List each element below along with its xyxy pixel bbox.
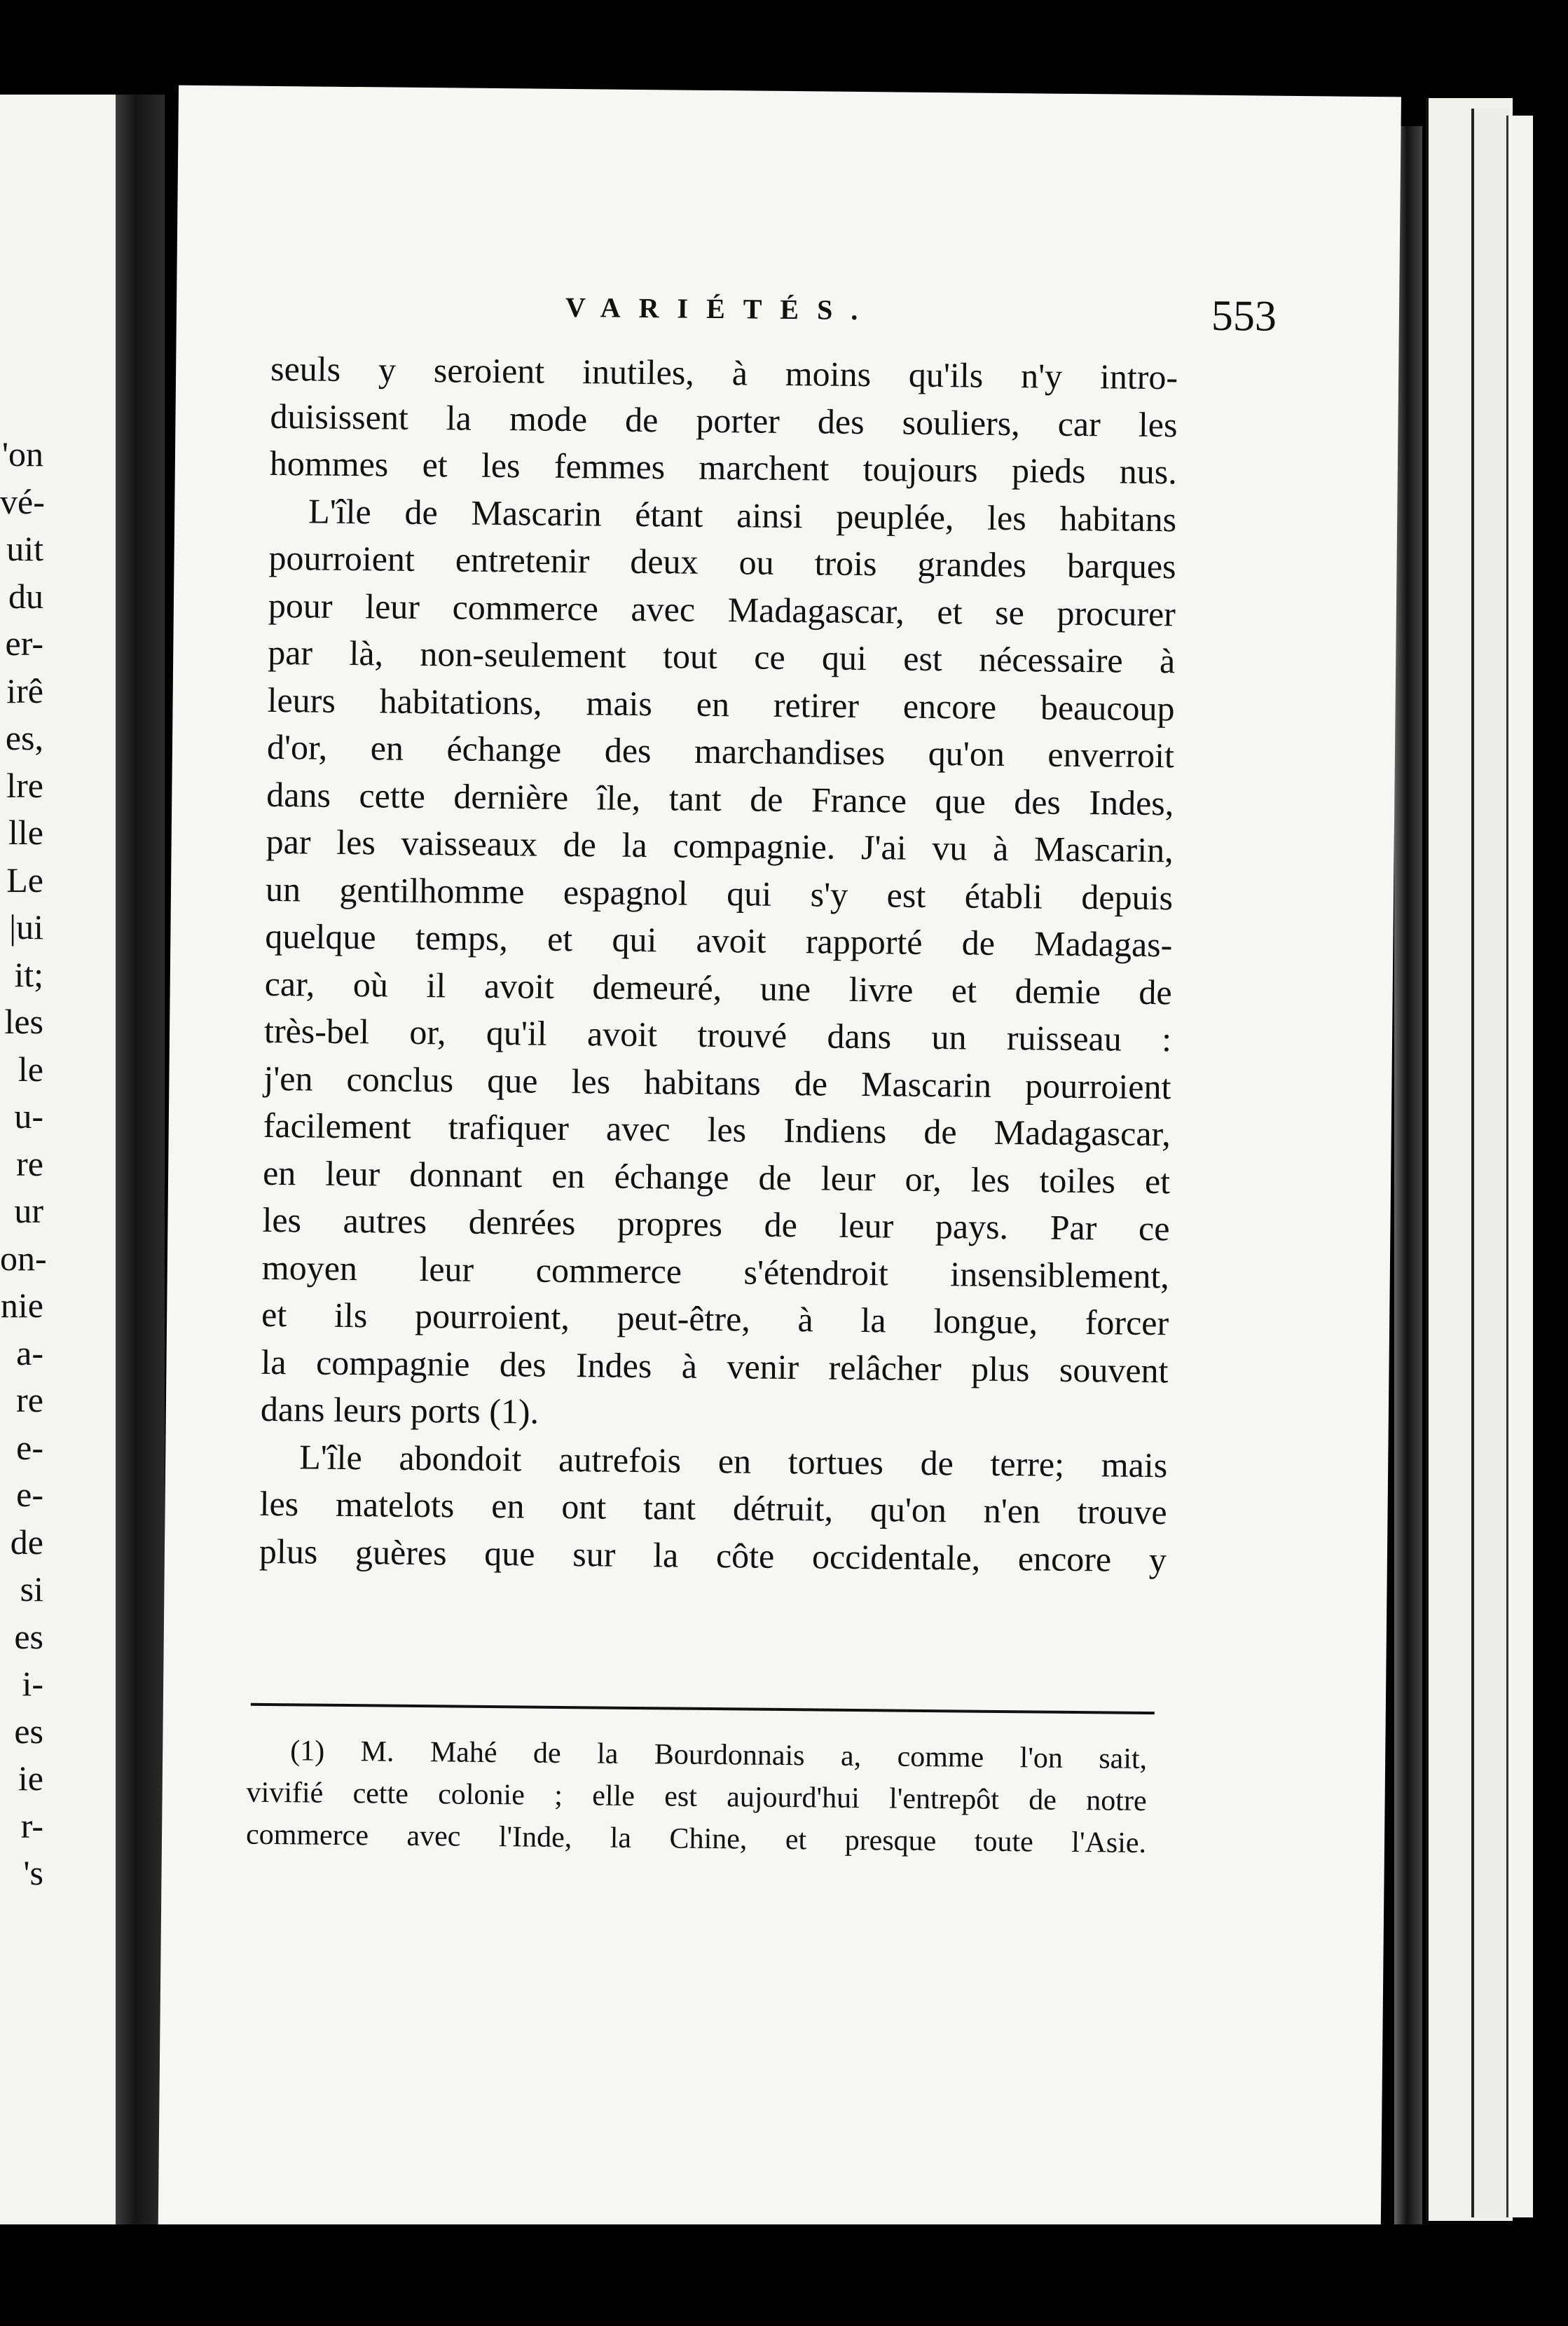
left-fragment: 's — [23, 1853, 43, 1892]
left-fragment: u- — [14, 1096, 43, 1136]
text-line: leurs habitations, mais en retirer encore beaucoup — [267, 680, 1175, 728]
left-fragment: it; — [14, 954, 43, 994]
page-number: 553 — [1211, 291, 1277, 340]
text-line: dans leurs ports (1). — [260, 1389, 539, 1431]
page-header — [177, 282, 1400, 350]
text-line: plus guères que sur la côte occidentale, encore y — [259, 1531, 1167, 1579]
text-line: un gentilhomme espagnol qui s'y est établi depuis — [265, 869, 1174, 917]
text-line: quelque temps, et qui avoit rapporté de Madagas- — [265, 916, 1173, 965]
text-line: L'île de Mascarin étant ainsi peuplée, les habitans — [308, 490, 1177, 539]
left-fragment: lre — [6, 765, 43, 805]
left-fragment: re — [16, 1143, 43, 1183]
left-fragment: a- — [16, 1333, 43, 1372]
body-text — [259, 345, 1178, 1583]
text-line: moyen leur commerce s'étendroit insensiblement, — [261, 1247, 1170, 1295]
left-fragment: de — [10, 1522, 43, 1562]
text-line: car, où il avoit demeuré, une livre et demie de — [264, 963, 1172, 1012]
left-fragment: nie — [0, 1286, 43, 1325]
book-page — [158, 85, 1401, 2262]
left-fragment: er- — [5, 624, 43, 663]
left-fragment: e- — [16, 1475, 43, 1514]
left-fragment: du — [8, 576, 43, 616]
page-stack-edge — [1471, 109, 1509, 2217]
page-edge-shadow — [1394, 126, 1422, 2228]
left-fragment: ie — [18, 1759, 43, 1798]
page-stack-edge — [1506, 116, 1533, 2217]
left-fragment: uit — [6, 529, 43, 568]
text-line: duisissent la mode de porter des souliers, car les — [270, 396, 1178, 444]
footnote-line: (1) M. Mahé de la Bourdonnais a, comme l'on sait, — [290, 1735, 1148, 1776]
left-fragment: es — [14, 1711, 43, 1751]
left-fragment: Le — [6, 860, 43, 900]
left-fragment: si — [20, 1569, 43, 1609]
left-fragment: on- — [0, 1238, 47, 1278]
text-line: en leur donnant en échange de leur or, les toiles et — [262, 1152, 1171, 1201]
left-fragment: re — [16, 1380, 43, 1419]
left-fragment: i- — [22, 1664, 43, 1703]
text-line: par là, non-seulement tout ce qui est nécessaire à — [268, 632, 1176, 681]
text-line: L'île abondoit autrefois en tortues de terre; mais — [298, 1436, 1168, 1485]
left-fragment: r- — [20, 1805, 43, 1845]
text-line: la compagnie des Indes à venir relâcher plus souvent — [261, 1342, 1169, 1390]
text-line: très-bel or, qu'il avoit trouvé dans un ruisseau : — [263, 1010, 1172, 1059]
footnote-line: commerce avec l'Inde, la Chine, et presque toute l'Asie. — [245, 1818, 1147, 1859]
scan-background — [0, 2224, 1568, 2326]
footnote-line: vivifié cette colonie ; elle est aujourd'hui l'entrepôt de notre — [246, 1776, 1147, 1817]
text-line: pour leur commerce avec Madagascar, et se procurer — [268, 585, 1176, 633]
left-fragment: es — [14, 1616, 43, 1656]
footnote-rule — [251, 1703, 1155, 1714]
text-line: seuls y seroient inutiles, à moins qu'ils n'y intro- — [270, 348, 1178, 397]
left-fragment: irê — [6, 670, 43, 710]
left-page-text-fragments — [0, 431, 119, 1897]
text-line: par les vaisseaux de la compagnie. J'ai vu à Mascarin, — [266, 821, 1174, 870]
text-line: j'en conclus que les habitans de Mascarin pourroient — [263, 1058, 1171, 1106]
book-gutter-shadow — [116, 95, 165, 2224]
left-facing-page — [0, 95, 132, 2224]
left-fragment: vé- — [0, 481, 45, 521]
text-line: facilement trafiquer avec les Indiens de Madagascar, — [263, 1105, 1171, 1154]
text-line: et ils pourroient, peut-être, à la longue, forcer — [261, 1294, 1169, 1343]
left-fragment: lle — [8, 813, 43, 852]
text-line: pourroient entretenir deux ou trois grandes barques — [268, 537, 1176, 586]
text-line: dans cette dernière île, tant de France que des Indes, — [266, 774, 1174, 823]
left-fragment: les — [4, 1002, 43, 1041]
running-head: VARIÉTÉS. — [565, 291, 876, 326]
left-fragment: le — [18, 1049, 43, 1089]
text-line: d'or, en échange des marchandises qu'on enverroit — [266, 727, 1175, 776]
left-fragment: es, — [5, 718, 43, 757]
text-line: les matelots en ont tant détruit, qu'on n'en trouve — [259, 1483, 1167, 1532]
text-line: hommes et les femmes marchent toujours pieds nus. — [269, 443, 1178, 492]
left-fragment: e- — [16, 1427, 43, 1467]
left-fragment: ur — [14, 1191, 43, 1230]
text-line: les autres denrées propres de leur pays. Par ce — [262, 1199, 1170, 1248]
footnote — [246, 1730, 1148, 1864]
left-fragment: |ui — [9, 907, 43, 947]
left-fragment: 'on — [1, 434, 43, 474]
